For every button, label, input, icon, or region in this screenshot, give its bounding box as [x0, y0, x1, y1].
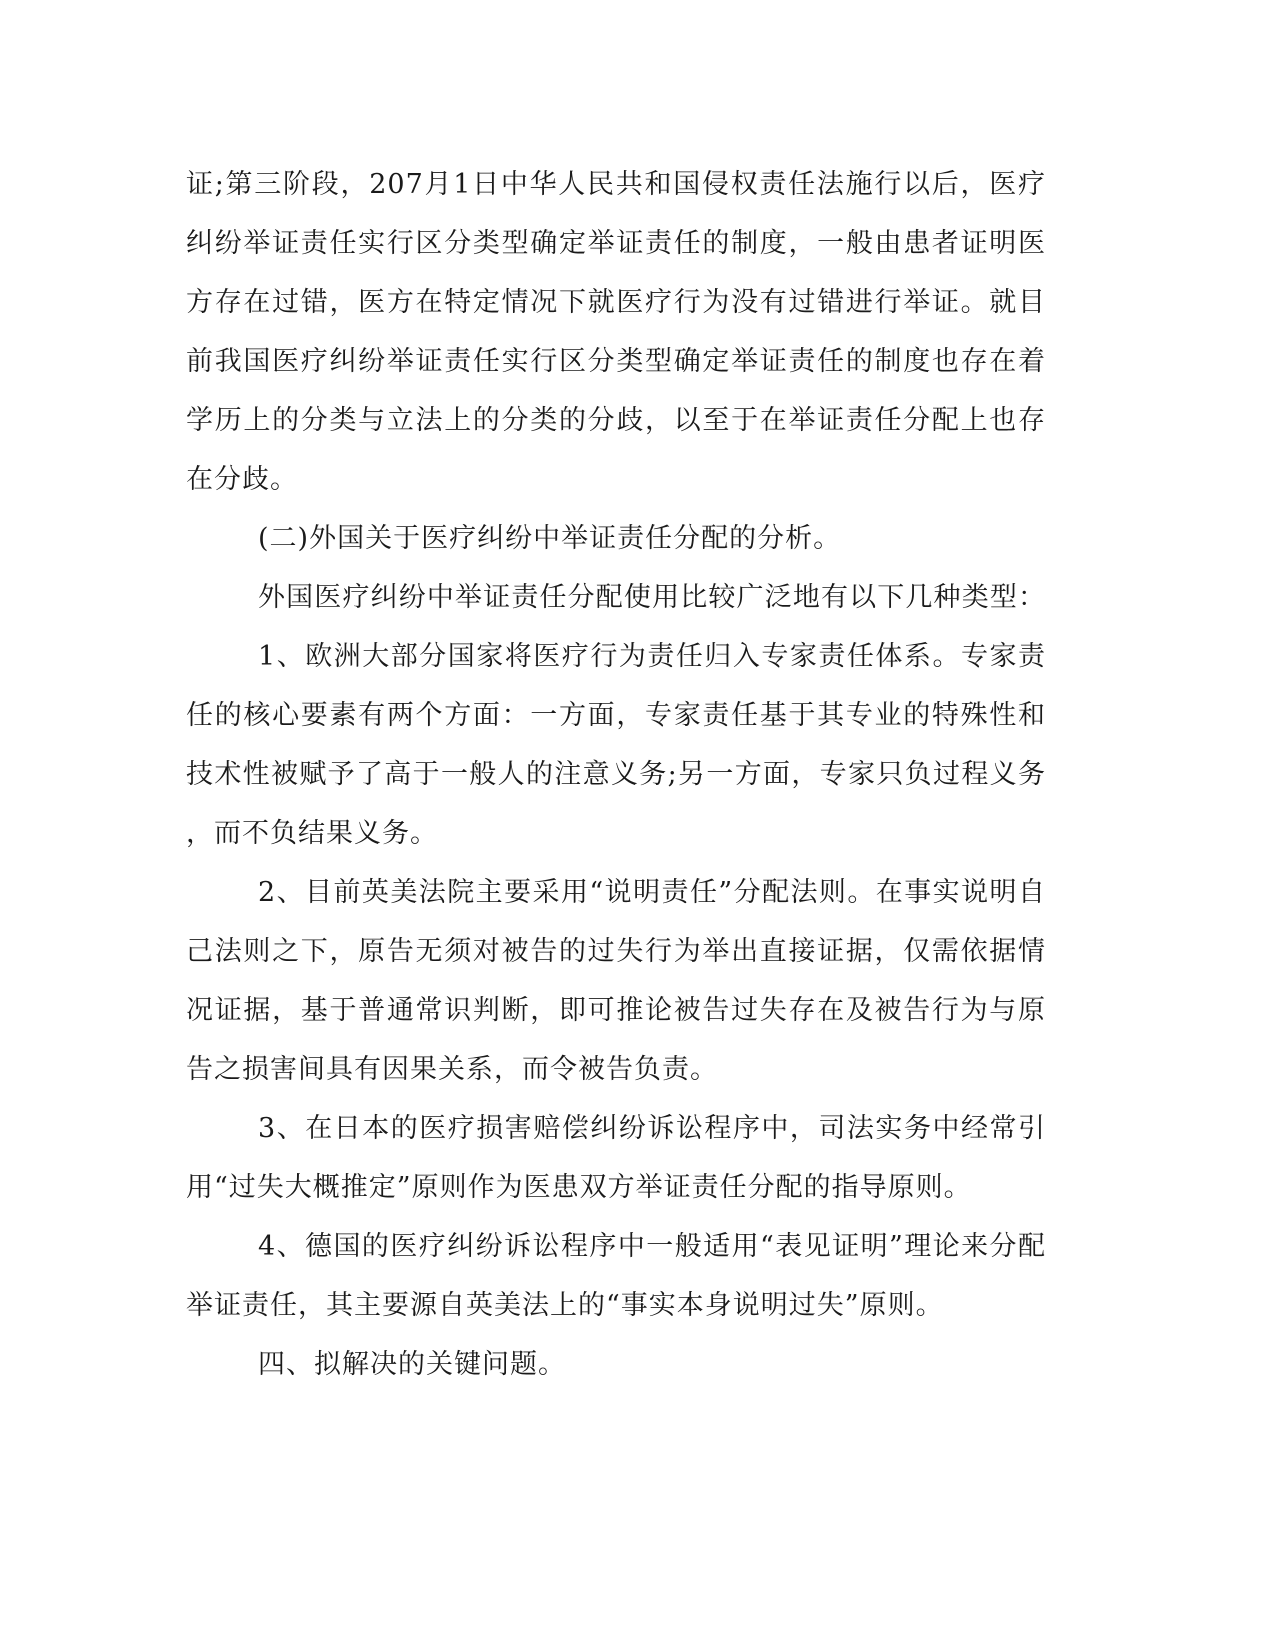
paragraph-line: 证;第三阶段，207月1日中华人民共和国侵权责任法施行以后，医疗	[186, 169, 1046, 200]
paragraph-line: 在分歧。	[186, 464, 298, 495]
list-item-line: ，而不负结果义务。	[186, 818, 438, 849]
section-heading: (二)外国关于医疗纠纷中举证责任分配的分析。	[258, 523, 842, 554]
list-item-line: 3、在日本的医疗损害赔偿纠纷诉讼程序中，司法实务中经常引	[258, 1113, 1046, 1144]
list-item-line: 4、德国的医疗纠纷诉讼程序中一般适用“表见证明”理论来分配	[258, 1231, 1046, 1262]
list-item-line: 2、目前英美法院主要采用“说明责任”分配法则。在事实说明自	[258, 877, 1046, 908]
paragraph-line: 纠纷举证责任实行区分类型确定举证责任的制度，一般由患者证明医	[186, 228, 1046, 259]
list-item-line: 举证责任，其主要源自英美法上的“事实本身说明过失”原则。	[186, 1290, 944, 1321]
paragraph-line: 前我国医疗纠纷举证责任实行区分类型确定举证责任的制度也存在着	[186, 346, 1046, 377]
list-item-line: 况证据，基于普通常识判断，即可推论被告过失存在及被告行为与原	[186, 995, 1046, 1026]
paragraph-line: 外国医疗纠纷中举证责任分配使用比较广泛地有以下几种类型：	[258, 582, 1046, 613]
section-heading: 四、拟解决的关键问题。	[258, 1349, 566, 1380]
list-item-line: 用“过失大概推定”原则作为医患双方举证责任分配的指导原则。	[186, 1172, 972, 1203]
list-item-line: 任的核心要素有两个方面：一方面，专家责任基于其专业的特殊性和	[186, 700, 1046, 731]
list-item-line: 己法则之下，原告无须对被告的过失行为举出直接证据，仅需依据情	[186, 936, 1046, 967]
list-item-line: 1、欧洲大部分国家将医疗行为责任归入专家责任体系。专家责	[258, 641, 1046, 672]
paragraph-line: 方存在过错，医方在特定情况下就医疗行为没有过错进行举证。就目	[186, 287, 1046, 318]
list-item-line: 告之损害间具有因果关系，而令被告负责。	[186, 1054, 718, 1085]
list-item-line: 技术性被赋予了高于一般人的注意义务;另一方面，专家只负过程义务	[186, 759, 1046, 790]
paragraph-line: 学历上的分类与立法上的分类的分歧，以至于在举证责任分配上也存	[186, 405, 1046, 436]
